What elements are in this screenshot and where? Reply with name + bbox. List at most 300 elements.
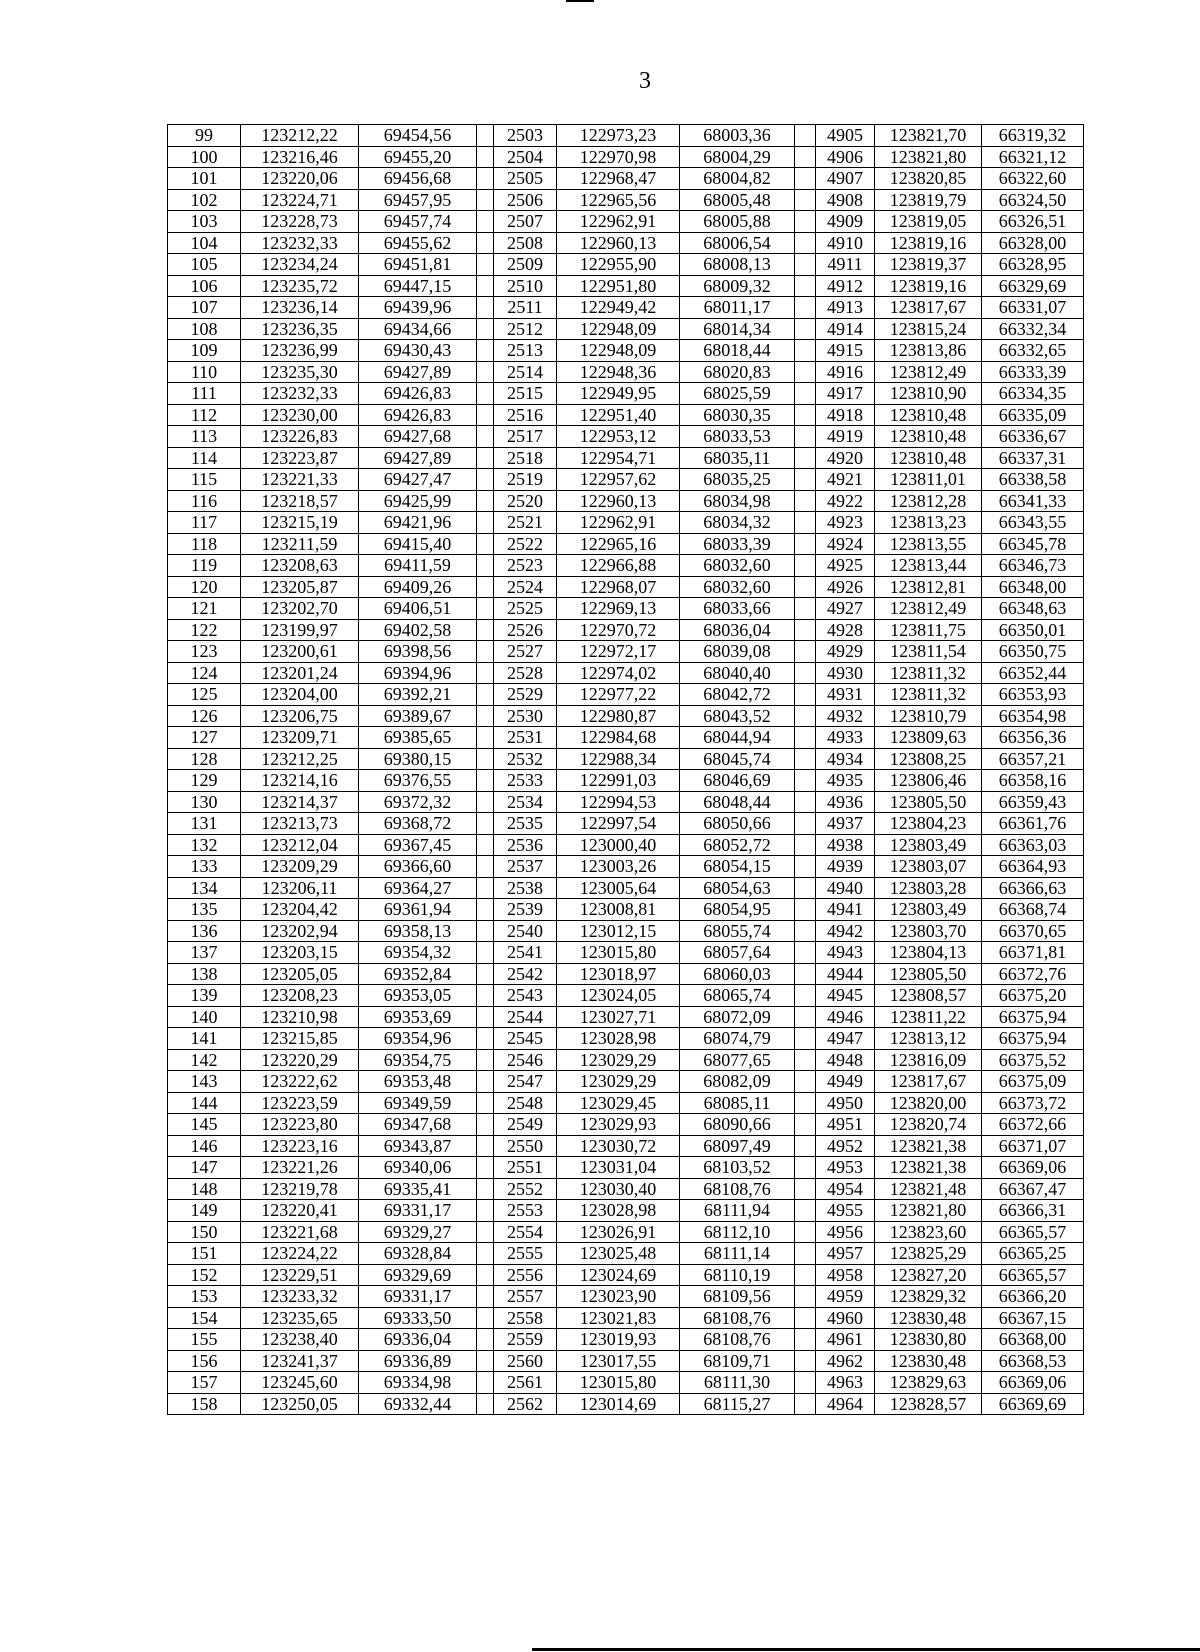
table-cell-point-number: 2514 [494, 361, 557, 383]
table-cell-point-number: 2544 [494, 1006, 557, 1028]
table-cell-x-coordinate: 123241,37 [241, 1350, 359, 1372]
table-cell-x-coordinate: 123245,60 [241, 1372, 359, 1394]
table-cell-y-coordinate: 68034,98 [680, 490, 795, 512]
table-cell-y-coordinate: 68005,88 [680, 211, 795, 233]
table-cell-x-coordinate: 122951,40 [557, 404, 680, 426]
table-cell-y-coordinate: 66368,53 [982, 1350, 1084, 1372]
table-cell-x-coordinate: 123031,04 [557, 1157, 680, 1179]
table-cell-x-coordinate: 123821,80 [875, 1200, 982, 1222]
column-gap [477, 211, 494, 233]
table-row [168, 168, 1084, 190]
column-gap [477, 834, 494, 856]
column-gap [795, 168, 816, 190]
table-cell-x-coordinate: 123827,20 [875, 1264, 982, 1286]
table-cell-x-coordinate: 122955,90 [557, 254, 680, 276]
table-cell-x-coordinate: 123223,59 [241, 1092, 359, 1114]
table-cell-x-coordinate: 123026,91 [557, 1221, 680, 1243]
table-cell-point-number: 4918 [816, 404, 875, 426]
column-gap [477, 297, 494, 319]
table-cell-x-coordinate: 123233,32 [241, 1286, 359, 1308]
table-cell-y-coordinate: 66356,36 [982, 727, 1084, 749]
column-gap [477, 232, 494, 254]
table-row [168, 555, 1084, 577]
table-cell-point-number: 152 [168, 1264, 241, 1286]
table-cell-x-coordinate: 122954,71 [557, 447, 680, 469]
table-cell-y-coordinate: 68077,65 [680, 1049, 795, 1071]
table-cell-point-number: 4916 [816, 361, 875, 383]
table-cell-y-coordinate: 68057,64 [680, 942, 795, 964]
table-cell-x-coordinate: 123830,48 [875, 1307, 982, 1329]
table-cell-x-coordinate: 123221,33 [241, 469, 359, 491]
table-cell-y-coordinate: 69353,05 [359, 985, 477, 1007]
table-cell-y-coordinate: 69349,59 [359, 1092, 477, 1114]
table-row [168, 1372, 1084, 1394]
column-gap [795, 555, 816, 577]
table-row [168, 189, 1084, 211]
table-cell-point-number: 2522 [494, 533, 557, 555]
table-cell-y-coordinate: 68033,39 [680, 533, 795, 555]
column-gap [477, 1307, 494, 1329]
column-gap [795, 748, 816, 770]
table-cell-x-coordinate: 123018,97 [557, 963, 680, 985]
table-cell-x-coordinate: 122962,91 [557, 512, 680, 534]
column-gap [795, 641, 816, 663]
table-cell-point-number: 4922 [816, 490, 875, 512]
table-cell-y-coordinate: 66343,55 [982, 512, 1084, 534]
column-gap [795, 856, 816, 878]
table-cell-y-coordinate: 69425,99 [359, 490, 477, 512]
column-gap [477, 1049, 494, 1071]
table-body [168, 125, 1084, 1415]
column-gap [477, 727, 494, 749]
table-cell-point-number: 4943 [816, 942, 875, 964]
table-cell-point-number: 4907 [816, 168, 875, 190]
table-cell-point-number: 2531 [494, 727, 557, 749]
table-cell-x-coordinate: 123203,15 [241, 942, 359, 964]
column-gap [795, 770, 816, 792]
table-cell-y-coordinate: 69364,27 [359, 877, 477, 899]
table-cell-y-coordinate: 68020,83 [680, 361, 795, 383]
table-cell-x-coordinate: 123228,73 [241, 211, 359, 233]
table-cell-point-number: 2521 [494, 512, 557, 534]
table-cell-x-coordinate: 122977,22 [557, 684, 680, 706]
table-cell-x-coordinate: 123820,85 [875, 168, 982, 190]
table-cell-x-coordinate: 123028,98 [557, 1028, 680, 1050]
table-cell-point-number: 2525 [494, 598, 557, 620]
table-cell-point-number: 4954 [816, 1178, 875, 1200]
column-gap [795, 211, 816, 233]
column-gap [795, 125, 816, 147]
table-cell-x-coordinate: 123211,59 [241, 533, 359, 555]
table-cell-y-coordinate: 68005,48 [680, 189, 795, 211]
table-cell-x-coordinate: 123221,68 [241, 1221, 359, 1243]
table-row [168, 877, 1084, 899]
table-cell-point-number: 4910 [816, 232, 875, 254]
table-cell-y-coordinate: 69392,21 [359, 684, 477, 706]
table-cell-point-number: 2556 [494, 1264, 557, 1286]
column-gap [795, 1393, 816, 1415]
table-cell-x-coordinate: 123210,98 [241, 1006, 359, 1028]
table-cell-x-coordinate: 123830,48 [875, 1350, 982, 1372]
table-cell-point-number: 2537 [494, 856, 557, 878]
column-gap [795, 1200, 816, 1222]
table-cell-x-coordinate: 123204,42 [241, 899, 359, 921]
table-row [168, 469, 1084, 491]
table-cell-x-coordinate: 123828,57 [875, 1393, 982, 1415]
table-cell-y-coordinate: 66326,51 [982, 211, 1084, 233]
table-cell-y-coordinate: 66335,09 [982, 404, 1084, 426]
column-gap [795, 383, 816, 405]
table-cell-point-number: 124 [168, 662, 241, 684]
table-cell-y-coordinate: 69451,81 [359, 254, 477, 276]
table-cell-y-coordinate: 68032,60 [680, 576, 795, 598]
table-cell-point-number: 4921 [816, 469, 875, 491]
table-cell-point-number: 113 [168, 426, 241, 448]
table-cell-y-coordinate: 68011,17 [680, 297, 795, 319]
table-row [168, 1049, 1084, 1071]
column-gap [477, 318, 494, 340]
column-gap [477, 146, 494, 168]
column-gap [477, 1135, 494, 1157]
table-cell-point-number: 2505 [494, 168, 557, 190]
table-cell-x-coordinate: 123811,32 [875, 684, 982, 706]
bottom-rule [532, 1648, 1200, 1651]
table-cell-x-coordinate: 122948,36 [557, 361, 680, 383]
column-gap [795, 533, 816, 555]
table-cell-point-number: 4950 [816, 1092, 875, 1114]
table-row [168, 512, 1084, 534]
table-cell-point-number: 4953 [816, 1157, 875, 1179]
column-gap [795, 576, 816, 598]
column-gap [477, 254, 494, 276]
table-cell-x-coordinate: 123223,87 [241, 447, 359, 469]
table-cell-x-coordinate: 123208,63 [241, 555, 359, 577]
column-gap [477, 189, 494, 211]
column-gap [477, 1372, 494, 1394]
table-cell-point-number: 105 [168, 254, 241, 276]
column-gap [795, 877, 816, 899]
table-cell-y-coordinate: 68004,82 [680, 168, 795, 190]
table-cell-point-number: 2554 [494, 1221, 557, 1243]
table-cell-x-coordinate: 123230,00 [241, 404, 359, 426]
table-cell-x-coordinate: 123015,80 [557, 942, 680, 964]
table-cell-x-coordinate: 123804,23 [875, 813, 982, 835]
column-gap [795, 1372, 816, 1394]
column-gap [795, 1157, 816, 1179]
table-cell-x-coordinate: 122966,88 [557, 555, 680, 577]
table-cell-x-coordinate: 123812,81 [875, 576, 982, 598]
table-cell-point-number: 2532 [494, 748, 557, 770]
table-row [168, 920, 1084, 942]
column-gap [795, 985, 816, 1007]
table-cell-x-coordinate: 123209,29 [241, 856, 359, 878]
table-cell-y-coordinate: 66369,06 [982, 1372, 1084, 1394]
table-cell-point-number: 4937 [816, 813, 875, 835]
table-cell-y-coordinate: 66332,34 [982, 318, 1084, 340]
table-row [168, 1243, 1084, 1265]
table-cell-x-coordinate: 123215,19 [241, 512, 359, 534]
table-row [168, 275, 1084, 297]
table-cell-point-number: 4930 [816, 662, 875, 684]
table-row [168, 619, 1084, 641]
table-cell-y-coordinate: 68052,72 [680, 834, 795, 856]
table-cell-point-number: 4947 [816, 1028, 875, 1050]
table-cell-y-coordinate: 69336,89 [359, 1350, 477, 1372]
table-cell-y-coordinate: 69454,56 [359, 125, 477, 147]
table-cell-y-coordinate: 68045,74 [680, 748, 795, 770]
table-row [168, 1329, 1084, 1351]
table-cell-x-coordinate: 123000,40 [557, 834, 680, 856]
table-cell-y-coordinate: 69366,60 [359, 856, 477, 878]
table-cell-y-coordinate: 69335,41 [359, 1178, 477, 1200]
table-cell-y-coordinate: 69447,15 [359, 275, 477, 297]
table-cell-y-coordinate: 69354,32 [359, 942, 477, 964]
column-gap [477, 125, 494, 147]
column-gap [795, 1221, 816, 1243]
table-row [168, 447, 1084, 469]
table-cell-y-coordinate: 66372,66 [982, 1114, 1084, 1136]
table-cell-point-number: 2550 [494, 1135, 557, 1157]
column-gap [795, 254, 816, 276]
column-gap [477, 1350, 494, 1372]
column-gap [795, 662, 816, 684]
column-gap [477, 985, 494, 1007]
table-cell-y-coordinate: 66365,57 [982, 1264, 1084, 1286]
table-cell-point-number: 4959 [816, 1286, 875, 1308]
table-cell-point-number: 2512 [494, 318, 557, 340]
table-cell-y-coordinate: 66346,73 [982, 555, 1084, 577]
table-cell-x-coordinate: 122953,12 [557, 426, 680, 448]
column-gap [795, 1071, 816, 1093]
column-gap [477, 533, 494, 555]
table-row [168, 576, 1084, 598]
table-cell-point-number: 2524 [494, 576, 557, 598]
table-cell-point-number: 2549 [494, 1114, 557, 1136]
table-row [168, 813, 1084, 835]
table-cell-y-coordinate: 66329,69 [982, 275, 1084, 297]
table-cell-x-coordinate: 123250,05 [241, 1393, 359, 1415]
table-cell-x-coordinate: 123817,67 [875, 297, 982, 319]
table-cell-x-coordinate: 123811,75 [875, 619, 982, 641]
table-cell-x-coordinate: 123820,00 [875, 1092, 982, 1114]
table-cell-y-coordinate: 66366,20 [982, 1286, 1084, 1308]
table-cell-y-coordinate: 66363,03 [982, 834, 1084, 856]
column-gap [795, 727, 816, 749]
table-cell-y-coordinate: 69358,13 [359, 920, 477, 942]
table-cell-point-number: 2557 [494, 1286, 557, 1308]
table-cell-y-coordinate: 68004,29 [680, 146, 795, 168]
table-row [168, 641, 1084, 663]
table-cell-x-coordinate: 123029,29 [557, 1071, 680, 1093]
table-cell-point-number: 2545 [494, 1028, 557, 1050]
table-cell-y-coordinate: 68090,66 [680, 1114, 795, 1136]
table-cell-y-coordinate: 69329,69 [359, 1264, 477, 1286]
table-cell-y-coordinate: 68111,14 [680, 1243, 795, 1265]
table-cell-x-coordinate: 123232,33 [241, 383, 359, 405]
table-cell-y-coordinate: 69434,66 [359, 318, 477, 340]
table-cell-point-number: 157 [168, 1372, 241, 1394]
column-gap [795, 1264, 816, 1286]
table-row [168, 1006, 1084, 1028]
table-cell-point-number: 4949 [816, 1071, 875, 1093]
table-cell-x-coordinate: 123212,04 [241, 834, 359, 856]
table-cell-point-number: 2518 [494, 447, 557, 469]
table-cell-point-number: 2542 [494, 963, 557, 985]
table-row [168, 361, 1084, 383]
column-gap [477, 899, 494, 921]
table-cell-point-number: 132 [168, 834, 241, 856]
table-cell-point-number: 147 [168, 1157, 241, 1179]
table-cell-x-coordinate: 123021,83 [557, 1307, 680, 1329]
table-cell-y-coordinate: 66371,07 [982, 1135, 1084, 1157]
table-cell-y-coordinate: 66367,47 [982, 1178, 1084, 1200]
table-cell-x-coordinate: 122957,62 [557, 469, 680, 491]
table-row [168, 533, 1084, 555]
table-cell-point-number: 136 [168, 920, 241, 942]
table-cell-x-coordinate: 123201,24 [241, 662, 359, 684]
table-cell-y-coordinate: 66324,50 [982, 189, 1084, 211]
table-cell-x-coordinate: 123813,12 [875, 1028, 982, 1050]
table-row [168, 125, 1084, 147]
table-cell-y-coordinate: 66328,00 [982, 232, 1084, 254]
table-cell-y-coordinate: 69457,74 [359, 211, 477, 233]
table-cell-x-coordinate: 123030,72 [557, 1135, 680, 1157]
table-cell-point-number: 4962 [816, 1350, 875, 1372]
column-gap [477, 619, 494, 641]
table-cell-point-number: 2551 [494, 1157, 557, 1179]
table-cell-point-number: 2552 [494, 1178, 557, 1200]
table-cell-point-number: 114 [168, 447, 241, 469]
column-gap [795, 1243, 816, 1265]
page-number: 3 [639, 68, 651, 94]
table-cell-point-number: 2561 [494, 1372, 557, 1394]
table-cell-x-coordinate: 123005,64 [557, 877, 680, 899]
table-row [168, 1264, 1084, 1286]
table-cell-x-coordinate: 123819,79 [875, 189, 982, 211]
table-cell-y-coordinate: 69455,20 [359, 146, 477, 168]
table-cell-y-coordinate: 69347,68 [359, 1114, 477, 1136]
table-cell-point-number: 2508 [494, 232, 557, 254]
table-cell-y-coordinate: 68112,10 [680, 1221, 795, 1243]
table-cell-y-coordinate: 66365,57 [982, 1221, 1084, 1243]
table-cell-y-coordinate: 66366,31 [982, 1200, 1084, 1222]
table-cell-x-coordinate: 123810,48 [875, 426, 982, 448]
table-cell-point-number: 4939 [816, 856, 875, 878]
table-cell-x-coordinate: 123220,29 [241, 1049, 359, 1071]
table-cell-point-number: 4911 [816, 254, 875, 276]
table-cell-x-coordinate: 123223,80 [241, 1114, 359, 1136]
table-cell-x-coordinate: 123209,71 [241, 727, 359, 749]
table-cell-y-coordinate: 69372,32 [359, 791, 477, 813]
table-cell-y-coordinate: 66338,58 [982, 469, 1084, 491]
column-gap [477, 1092, 494, 1114]
table-cell-point-number: 140 [168, 1006, 241, 1028]
table-cell-x-coordinate: 123202,94 [241, 920, 359, 942]
table-cell-point-number: 2503 [494, 125, 557, 147]
table-cell-x-coordinate: 123212,22 [241, 125, 359, 147]
table-cell-point-number: 106 [168, 275, 241, 297]
table-cell-y-coordinate: 66373,72 [982, 1092, 1084, 1114]
table-cell-x-coordinate: 123815,24 [875, 318, 982, 340]
table-cell-point-number: 4913 [816, 297, 875, 319]
column-gap [477, 383, 494, 405]
table-cell-x-coordinate: 123014,69 [557, 1393, 680, 1415]
table-cell-x-coordinate: 122965,16 [557, 533, 680, 555]
table-cell-y-coordinate: 69426,83 [359, 383, 477, 405]
table-cell-y-coordinate: 68082,09 [680, 1071, 795, 1093]
table-cell-y-coordinate: 66375,52 [982, 1049, 1084, 1071]
table-cell-y-coordinate: 66331,07 [982, 297, 1084, 319]
table-cell-y-coordinate: 68048,44 [680, 791, 795, 813]
table-cell-x-coordinate: 123029,45 [557, 1092, 680, 1114]
table-cell-x-coordinate: 123024,69 [557, 1264, 680, 1286]
table-cell-x-coordinate: 123813,55 [875, 533, 982, 555]
table-cell-point-number: 112 [168, 404, 241, 426]
table-cell-point-number: 4933 [816, 727, 875, 749]
column-gap [795, 619, 816, 641]
table-cell-point-number: 127 [168, 727, 241, 749]
table-cell-x-coordinate: 123200,61 [241, 641, 359, 663]
table-cell-point-number: 4964 [816, 1393, 875, 1415]
table-cell-x-coordinate: 122973,23 [557, 125, 680, 147]
column-gap [795, 1114, 816, 1136]
table-cell-point-number: 146 [168, 1135, 241, 1157]
column-gap [477, 447, 494, 469]
table-cell-x-coordinate: 123829,32 [875, 1286, 982, 1308]
table-cell-x-coordinate: 122965,56 [557, 189, 680, 211]
table-cell-point-number: 102 [168, 189, 241, 211]
table-cell-y-coordinate: 66375,09 [982, 1071, 1084, 1093]
table-cell-point-number: 4931 [816, 684, 875, 706]
table-cell-y-coordinate: 69368,72 [359, 813, 477, 835]
column-gap [795, 899, 816, 921]
table-cell-point-number: 4923 [816, 512, 875, 534]
table-cell-y-coordinate: 68008,13 [680, 254, 795, 276]
table-cell-x-coordinate: 123803,70 [875, 920, 982, 942]
table-cell-y-coordinate: 68009,32 [680, 275, 795, 297]
table-cell-y-coordinate: 69456,68 [359, 168, 477, 190]
table-cell-x-coordinate: 123812,28 [875, 490, 982, 512]
table-cell-point-number: 2526 [494, 619, 557, 641]
table-cell-x-coordinate: 123810,48 [875, 404, 982, 426]
table-cell-point-number: 121 [168, 598, 241, 620]
column-gap [795, 232, 816, 254]
table-cell-point-number: 2559 [494, 1329, 557, 1351]
table-cell-y-coordinate: 68030,35 [680, 404, 795, 426]
table-cell-y-coordinate: 66348,00 [982, 576, 1084, 598]
table-cell-y-coordinate: 69427,89 [359, 447, 477, 469]
column-gap [477, 1221, 494, 1243]
table-row [168, 232, 1084, 254]
column-gap [477, 1028, 494, 1050]
table-cell-point-number: 2536 [494, 834, 557, 856]
table-row [168, 383, 1084, 405]
table-cell-point-number: 118 [168, 533, 241, 555]
table-row [168, 748, 1084, 770]
table-cell-y-coordinate: 66375,94 [982, 1006, 1084, 1028]
table-cell-point-number: 123 [168, 641, 241, 663]
table-cell-x-coordinate: 123819,16 [875, 232, 982, 254]
column-gap [795, 1307, 816, 1329]
table-cell-x-coordinate: 123202,70 [241, 598, 359, 620]
table-cell-point-number: 2534 [494, 791, 557, 813]
table-cell-point-number: 4926 [816, 576, 875, 598]
table-row [168, 490, 1084, 512]
table-cell-y-coordinate: 66353,93 [982, 684, 1084, 706]
table-cell-x-coordinate: 122960,13 [557, 232, 680, 254]
table-row [168, 662, 1084, 684]
table-cell-x-coordinate: 123008,81 [557, 899, 680, 921]
